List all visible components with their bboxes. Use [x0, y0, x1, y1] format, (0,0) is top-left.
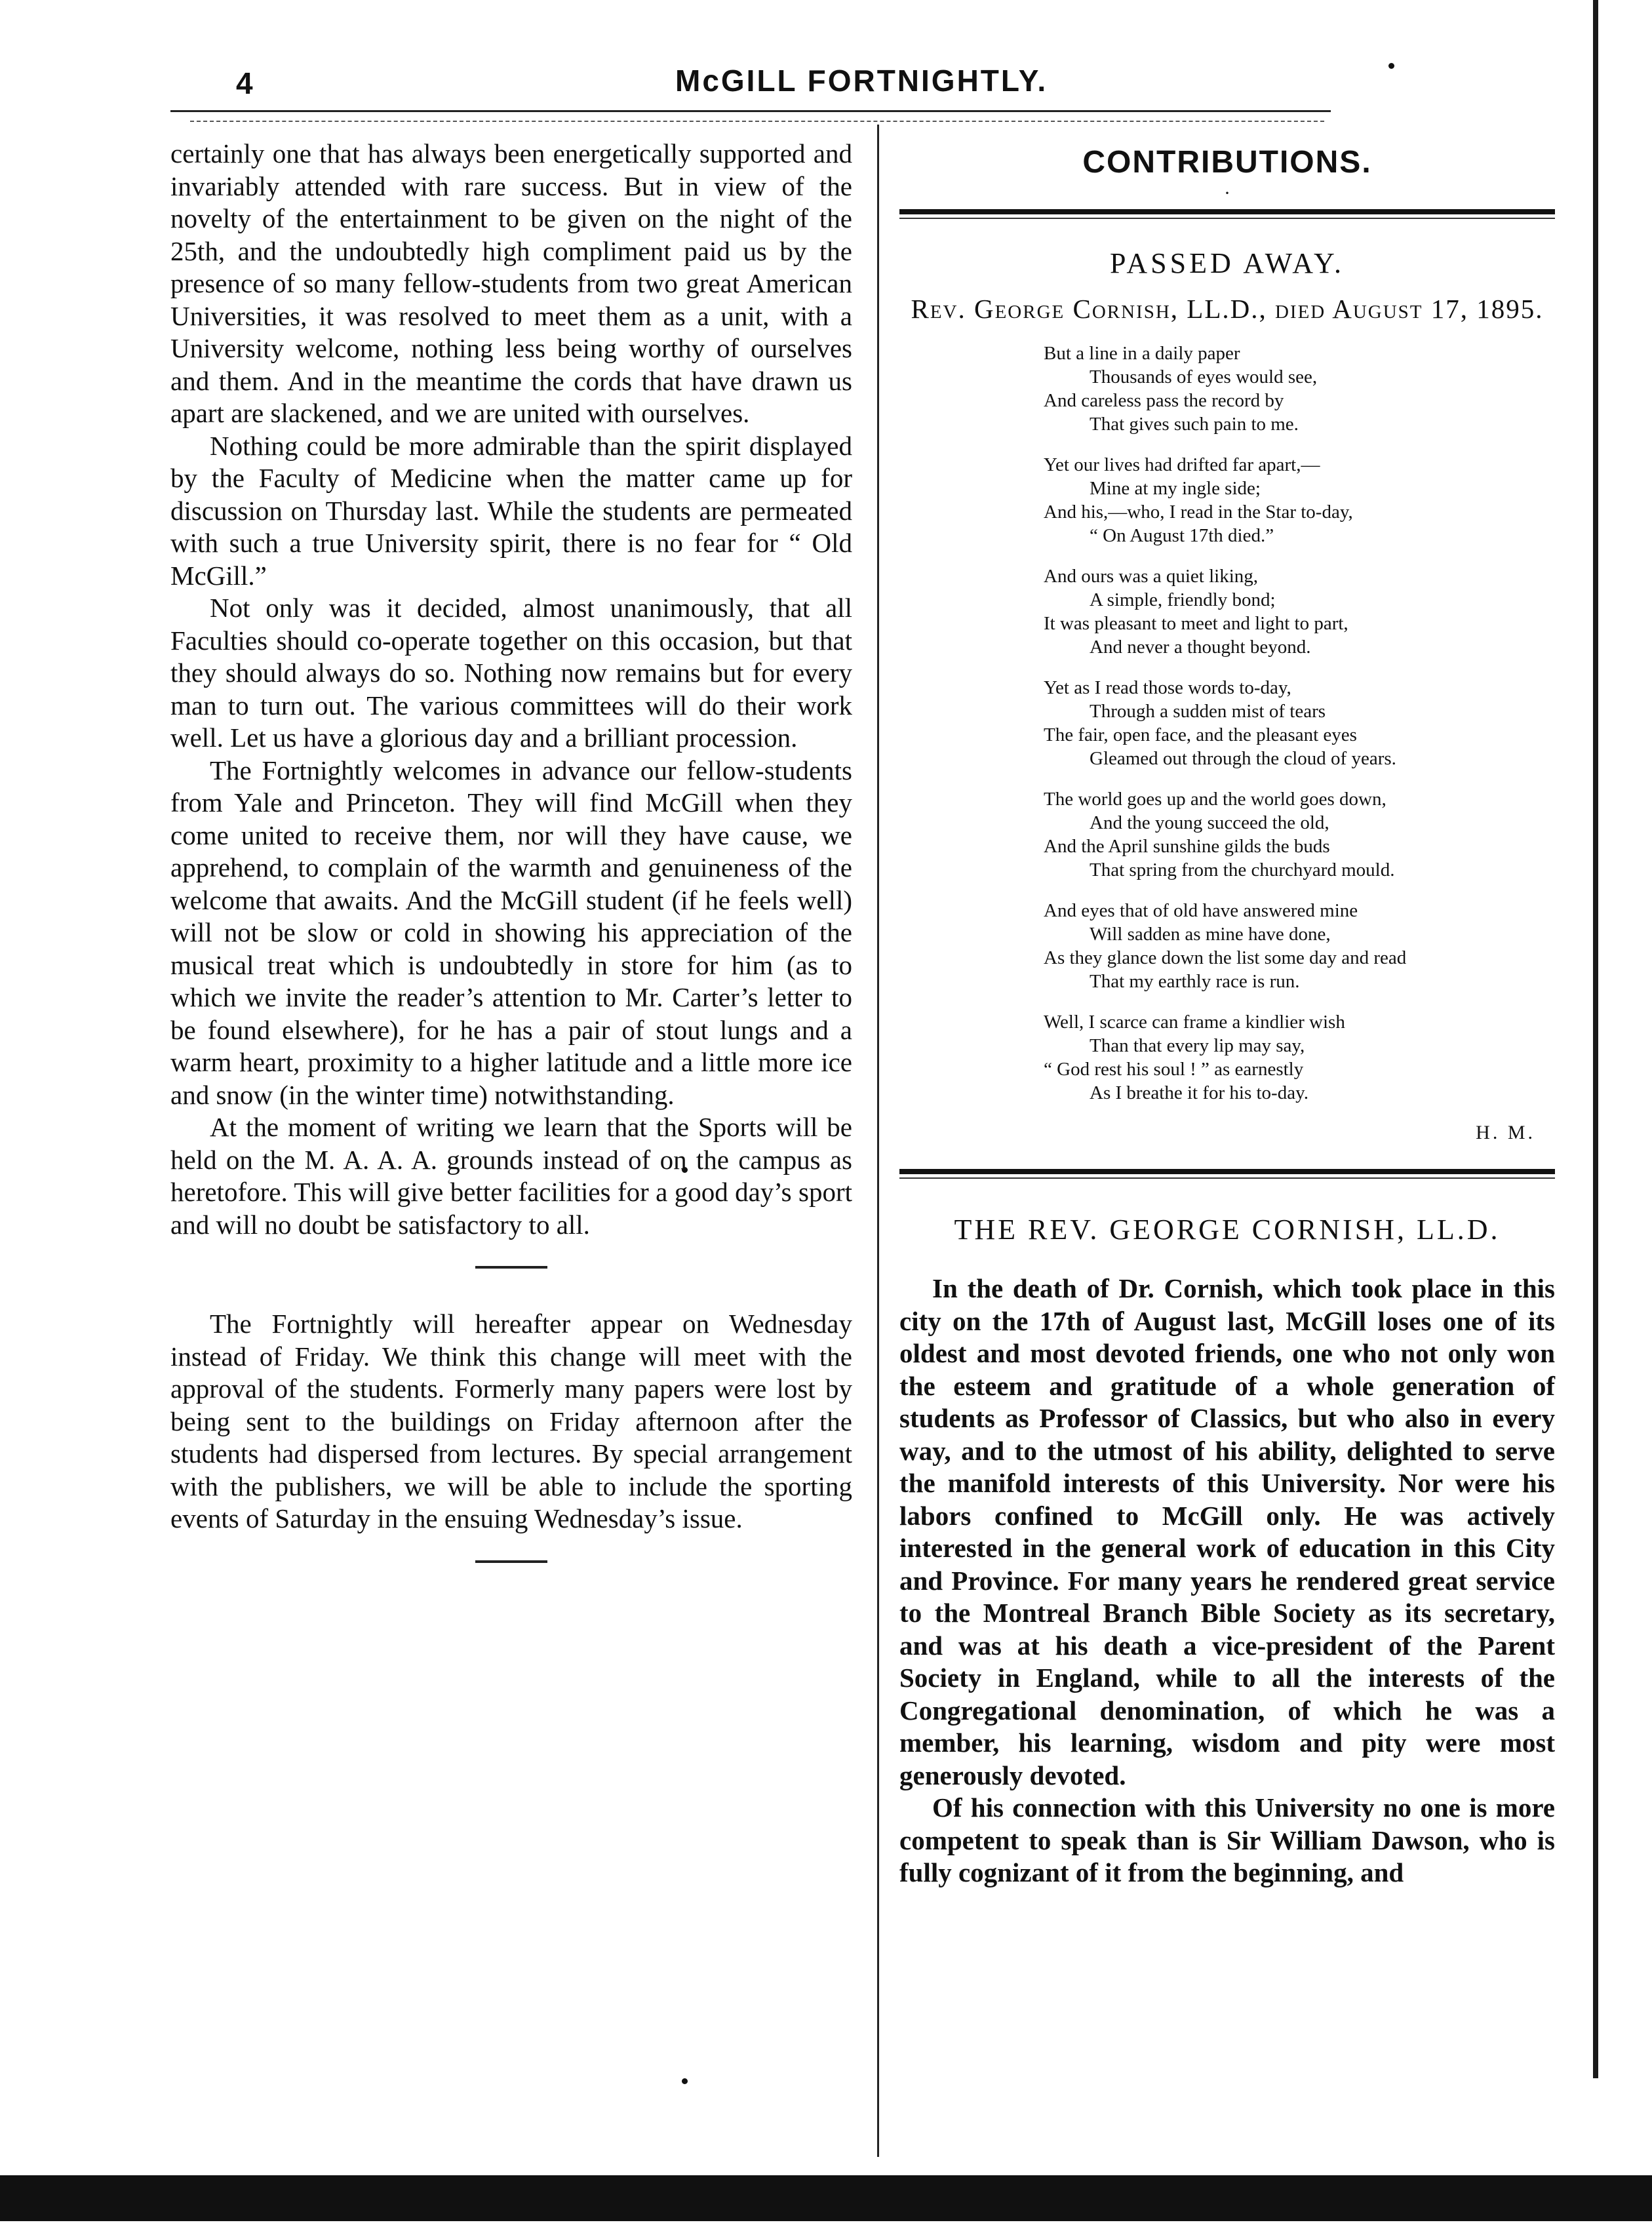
poem-line: The world goes up and the world goes down,: [1044, 789, 1386, 810]
header-rule: [170, 110, 1331, 112]
poem-line: A simple, friendly bond;: [1090, 589, 1276, 610]
poem-line: And his,—who, I read in the Star to-day,: [1044, 502, 1353, 523]
poem-line: And ours was a quiet liking,: [1044, 566, 1259, 587]
poem-line: Will sadden as mine have done,: [1090, 924, 1331, 945]
section-separator: [475, 1266, 547, 1269]
article-title: THE REV. GEORGE CORNISH, LL.D.: [954, 1214, 1501, 1246]
ink-speck: [682, 2078, 688, 2084]
poem-line: As I breathe it for his to-day.: [1090, 1082, 1308, 1103]
poem-line: Yet our lives had drifted far apart,—: [1044, 454, 1320, 475]
poem-dedication: Rev. George Cornish, LL.D., died August 17, 1895.: [911, 294, 1544, 324]
poem-line: That gives such pain to me.: [1090, 414, 1299, 435]
article-paragraph: Of his connection with this University no one is more competent to speak than is Sir William Dawson, who is fully cognizant of it from the beginning, and: [899, 1792, 1555, 1887]
poem-stanza: [1044, 1010, 1555, 1105]
article-body: [899, 1273, 1555, 1889]
masthead-title: McGILL FORTNIGHTLY.: [675, 64, 1048, 98]
section-rule-thin: [899, 1177, 1555, 1179]
poem-line: “ On August 17th died.”: [1090, 525, 1274, 546]
editorial-paragraph: The Fortnightly welcomes in advance our fellow-students from Yale and Princeton. They will find McGill when they come united to receive them, nor will they have cause, we apprehend, to complain of the warmth and genuineness of the welcome that awaits. And the McGill student (if he feels well) will not be slow or cold in showing his appreciation of the musical treat which is undoubtedly in store for him (as to which we invite the reader’s attention to Mr. Carter’s letter to be found elsewhere), for he has a pair of stout lungs and a warm heart, proximity to a higher latitude and a little more ice and snow (in the winter time) notwithstanding.: [170, 755, 852, 1110]
poem-line: That my earthly race is run.: [1090, 971, 1300, 992]
poem-line: Gleamed out through the cloud of years.: [1090, 748, 1396, 769]
editorial-paragraph: Nothing could be more admirable than the spirit displayed by the Faculty of Medicine when the matter came up for discussion on Thursday last. While the students are permeated with such a true University spirit, there is no fear for “ Old McGill.”: [170, 430, 852, 591]
poem-line: That spring from the churchyard mould.: [1090, 859, 1395, 880]
poem-line: And careless pass the record by: [1044, 390, 1284, 411]
poem-stanza: [1044, 564, 1555, 659]
editorial-paragraph: certainly one that has always been energetically supported and invariably attended with rare success. But in view of the novelty of the entertainment to be given on the night of the 25th, and the undoubtedly high compliment paid us by the presence of so many fellow-students from two great American Universities, it was resolved to meet them as a unit, with a University welcome, nothing less being worthy of ourselves and them. And in the meantime the cords that have drawn us apart are slackened, and we are united with ourselves.: [170, 138, 852, 428]
poem-line: And the April sunshine gilds the buds: [1044, 836, 1330, 857]
poem-line: “ God rest his soul ! ” as earnestly: [1044, 1059, 1304, 1080]
poem-line: Thousands of eyes would see,: [1090, 366, 1318, 387]
editorial-paragraph: Not only was it decided, almost unanimously, that all Faculties should co-operate together on this occasion, but that they should always do so. Nothing now remains but for every man to turn out. The various committees will do their work well. Let us have a glorious day and a brilliant procession.: [170, 593, 852, 753]
poem-line: The fair, open face, and the pleasant eyes: [1044, 724, 1357, 745]
poem-stanza: [1044, 676, 1555, 770]
section-rule: [899, 209, 1555, 214]
poem-line: It was pleasant to meet and light to part,: [1044, 613, 1348, 634]
editorial-paragraph: At the moment of writing we learn that the Sports will be held on the M. A. A. A. grounds instead of on the campus as heretofore. This will give better facilities for a good day’s sport and will no doubt be satisfactory to all.: [170, 1112, 852, 1240]
page-number: 4: [236, 66, 253, 100]
poem-signature: H. M.: [1476, 1122, 1535, 1143]
section-rule-thin: [899, 218, 1555, 219]
poem-line: And eyes that of old have answered mine: [1044, 900, 1358, 921]
poem-line: Yet as I read those words to-day,: [1044, 677, 1291, 698]
right-page-edge: [1593, 0, 1598, 2078]
bottom-scan-bar: [0, 2175, 1652, 2221]
publication-notice: The Fortnightly will hereafter appear on Wednesday instead of Friday. We think this change will meet with the approval of the students. Formerly many papers were lost by being sent to the buildings on Friday afternoon after the students had dispersed from lectures. By special arrangement with the publishers, we will be able to include the sporting events of Saturday in the ensuing Wednesday’s issue.: [170, 1309, 852, 1533]
poem-line: And the young succeed the old,: [1090, 812, 1329, 833]
column-divider: [877, 125, 879, 2157]
article-paragraph: In the death of Dr. Cornish, which took place in this city on the 17th of August last, McGill loses one of its oldest and most devoted friends, one who not only won the esteem and gratitude of a whole generation of students as Professor of Classics, but who also in every way, and to the utmost of his ability, delighted to serve the manifold interests of this University. Nor were his labors confined to McGill only. He was actively interested in the general work of education in this City and Province. For many years he rendered great service to the Montreal Branch Bible Society as its secretary, and was at his death a vice-president of the Parent Society in England, while to all the interests of the Congregational denomination, of which he was a member, his learning, wisdom and pity were most generously devoted.: [899, 1273, 1555, 1790]
ink-speck: [1388, 63, 1394, 69]
poem-line: Than that every lip may say,: [1090, 1035, 1305, 1056]
section-rule: [899, 1169, 1555, 1174]
section-separator: [475, 1560, 547, 1563]
contributions-heading: CONTRIBUTIONS.: [1082, 145, 1372, 180]
poem-stanza: [1044, 899, 1555, 993]
poem-line: Well, I scarce can frame a kindlier wish: [1044, 1012, 1345, 1033]
poem-stanza: [1044, 453, 1555, 547]
right-column: [899, 131, 1555, 1889]
left-column: [170, 138, 852, 1587]
poem-line: Mine at my ingle side;: [1090, 478, 1261, 499]
poem-stanza: [1044, 787, 1555, 882]
poem-line: As they glance down the list some day and read: [1044, 947, 1407, 968]
poem-body: [1044, 342, 1555, 1105]
poem-line: But a line in a daily paper: [1044, 343, 1240, 364]
poem-stanza: [1044, 342, 1555, 436]
poem-title: PASSED AWAY.: [1109, 247, 1345, 279]
ornament-dot: ·: [1224, 182, 1230, 204]
poem-line: And never a thought beyond.: [1090, 637, 1311, 658]
poem-line: Through a sudden mist of tears: [1090, 701, 1326, 722]
header-rule-dashed: [190, 121, 1324, 122]
